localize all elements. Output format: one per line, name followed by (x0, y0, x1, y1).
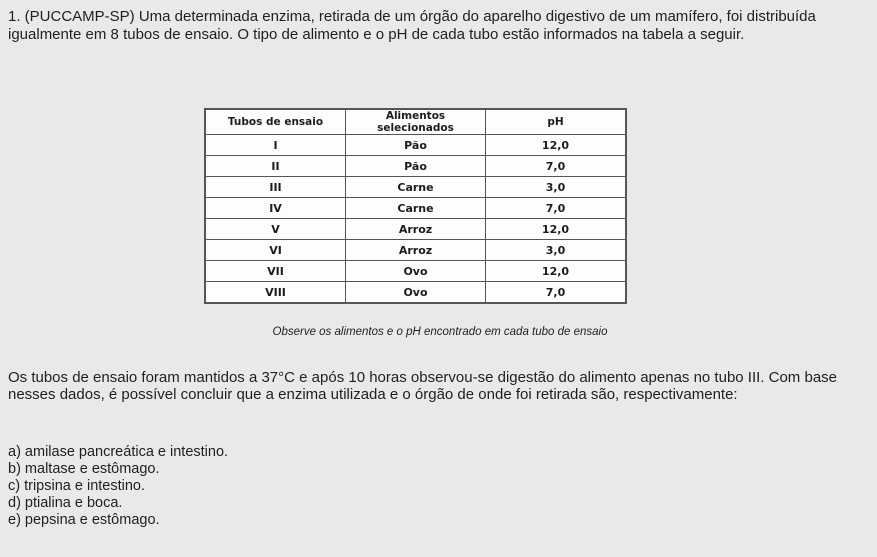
cell-tube: II (206, 156, 346, 177)
question-intro: 1. (PUCCAMP-SP) Uma determinada enzima, retirada de um órgão do aparelho digestivo de um mamífero, foi distribuída igualmente em 8 tubos de ensaio. O tipo de alimento e o pH de cada tubo estão informados na tabela a seguir. (8, 8, 816, 43)
header-alimentos: Alimentos selecionados (346, 110, 486, 135)
cell-ph: 12,0 (486, 219, 626, 240)
cell-food: Carne (346, 177, 486, 198)
table-row (206, 177, 626, 198)
cell-food: Arroz (346, 219, 486, 240)
cell-tube: VII (206, 261, 346, 282)
cell-food: Ovo (346, 261, 486, 282)
cell-tube: IV (206, 198, 346, 219)
question-body: Os tubos de ensaio foram mantidos a 37°C e após 10 horas observou-se digestão do alimento apenas no tubo III. Com base nesses dados, é possível concluir que a enzima utilizada e o órgão de onde foi retirada são, respectivamente: (8, 369, 837, 403)
cell-tube: I (206, 135, 346, 156)
table-row (206, 198, 626, 219)
option-b: b) maltase e estômago. (8, 461, 160, 477)
cell-tube: V (206, 219, 346, 240)
table-caption: Observe os alimentos e o pH encontrado em cada tubo de ensaio (272, 326, 608, 338)
cell-tube: VI (206, 240, 346, 261)
cell-ph: 7,0 (486, 156, 626, 177)
option-a: a) amilase pancreática e intestino. (8, 444, 229, 460)
cell-tube: III (206, 177, 346, 198)
cell-food: Pão (346, 135, 486, 156)
cell-tube: VIII (206, 282, 346, 303)
cell-ph: 7,0 (486, 282, 626, 303)
table-row (206, 282, 626, 303)
cell-ph: 7,0 (486, 198, 626, 219)
cell-ph: 3,0 (486, 240, 626, 261)
cell-ph: 12,0 (486, 135, 626, 156)
table-row (206, 135, 626, 156)
cell-ph: 3,0 (486, 177, 626, 198)
table-row (206, 261, 626, 282)
option-e: e) pepsina e estômago. (8, 512, 160, 528)
table-header-row (206, 110, 626, 135)
table-row (206, 219, 626, 240)
cell-food: Ovo (346, 282, 486, 303)
header-ph: pH (486, 110, 626, 135)
ph-table (205, 109, 626, 303)
header-tubos: Tubos de ensaio (206, 110, 346, 135)
cell-food: Pão (346, 156, 486, 177)
cell-food: Arroz (346, 240, 486, 261)
table-row (206, 240, 626, 261)
cell-ph: 12,0 (486, 261, 626, 282)
option-c: c) tripsina e intestino. (8, 478, 146, 494)
answer-options (8, 444, 228, 529)
option-d: d) ptialina e boca. (8, 495, 123, 511)
table-row (206, 156, 626, 177)
cell-food: Carne (346, 198, 486, 219)
data-table (204, 108, 627, 304)
